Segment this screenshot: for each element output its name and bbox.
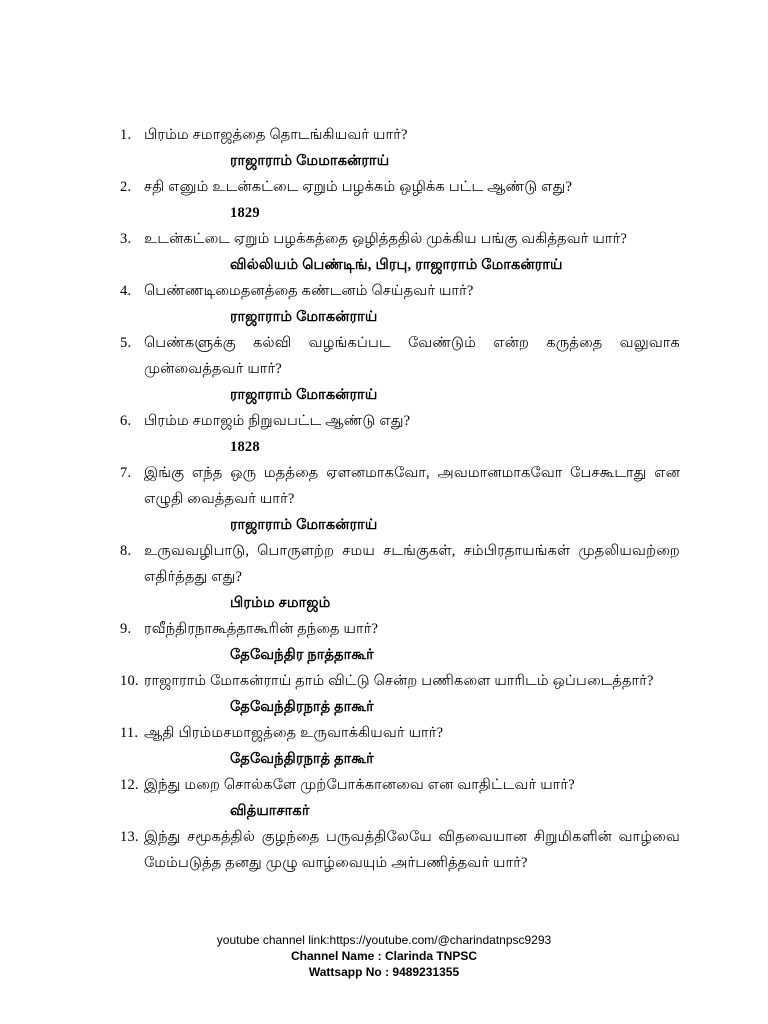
- question: [120, 408, 680, 434]
- question-text: ரவீந்திரநாகூத்தாகூரின் தந்தை யார்?: [144, 621, 379, 637]
- answer: தேவேந்திரநாத் தாகூர்: [230, 751, 374, 767]
- question-list: [120, 122, 680, 876]
- question: [120, 174, 680, 200]
- answer: தேவேந்திர நாத்தாகூர்: [230, 647, 374, 663]
- question-number: 12.: [120, 777, 139, 793]
- qa-item: [120, 720, 680, 772]
- question-number: 13.: [120, 829, 139, 845]
- question: [120, 538, 680, 590]
- question: [120, 226, 680, 252]
- question-text: பெண்ணடிமைதனத்தை கண்டனம் செய்தவர் யார்?: [144, 283, 474, 299]
- question: [120, 330, 680, 382]
- question-text: இந்து மறை சொல்களே முற்போக்கானவை என வாதிட்டவர் யார்?: [144, 777, 575, 793]
- answer: வில்லியம் பெண்டிங், பிரபு, ராஜாராம் மோகன்ராய்: [230, 257, 563, 273]
- question-number: 5.: [120, 335, 132, 351]
- qa-item: [120, 408, 680, 460]
- question-number: 7.: [120, 465, 132, 481]
- answer: 1829: [230, 205, 260, 221]
- question: [120, 720, 680, 746]
- qa-item: [120, 538, 680, 616]
- question-text: பிரம்ம சமாஜத்தை தொடங்கியவர் யார்?: [144, 127, 408, 143]
- question-text: பிரம்ம சமாஜம் நிறுவபட்ட ஆண்டு எது?: [144, 413, 411, 429]
- qa-item: [120, 174, 680, 226]
- question-number: 8.: [120, 543, 132, 559]
- question-number: 6.: [120, 413, 132, 429]
- question: [120, 772, 680, 798]
- question-text: சதி எனும் உடன்கட்டை ஏறும் பழக்கம் ஒழிக்க பட்ட ஆண்டு எது?: [144, 179, 573, 195]
- qa-item: [120, 460, 680, 538]
- answer: ராஜாராம் மோகன்ராய்: [230, 517, 378, 533]
- question-number: 1.: [120, 127, 132, 143]
- question-text: இந்து சமூகத்தில் குழந்தை பருவத்திலேயே விதவையான சிறுமிகளின் வாழ்வை மேம்படுத்த தனது முழு வாழ்வையும் அர்பணித்தவர் யார்?: [144, 829, 680, 871]
- question-number: 11.: [120, 725, 139, 741]
- question: [120, 122, 680, 148]
- qa-item: [120, 772, 680, 824]
- qa-item: [120, 278, 680, 330]
- answer: 1828: [230, 439, 260, 455]
- youtube-channel-link[interactable]: youtube channel link:https://youtube.com/@charindatnpsc9293: [216, 933, 552, 947]
- question: [120, 616, 680, 642]
- question-text: பெண்களுக்கு கல்வி வழங்கப்பட வேண்டும் என்ற கருத்தை வலுவாக முன்வைத்தவர் யார்?: [144, 335, 680, 377]
- question-number: 10.: [120, 673, 139, 689]
- qa-item: [120, 226, 680, 278]
- qa-item: [120, 122, 680, 174]
- qa-item: [120, 616, 680, 668]
- question-text: உருவவழிபாடு, பொருளற்ற சமய சடங்குகள், சம்பிரதாயங்கள் முதலியவற்றை எதிர்த்தது எது?: [144, 543, 680, 585]
- answer: ராஜாராம் மேமாகன்ராய்: [230, 153, 390, 169]
- question-text: ராஜாராம் மோகன்ராய் தாம் விட்டு சென்ற பணிகளை யாரிடம் ஒப்படைத்தார்?: [144, 673, 654, 689]
- question: [120, 460, 680, 512]
- qa-item: [120, 824, 680, 876]
- whatsapp-number: Wattsapp No : 9489231355: [308, 965, 460, 979]
- qa-item: [120, 330, 680, 408]
- question: [120, 824, 680, 876]
- qa-item: [120, 668, 680, 720]
- question-number: 4.: [120, 283, 132, 299]
- question-text: இங்கு எந்த ஒரு மதத்தை ஏளனமாகவோ, அவமானமாகவோ பேசகூடாது என எழுதி வைத்தவர் யார்?: [144, 465, 680, 507]
- page-footer: [0, 932, 768, 980]
- question-number: 2.: [120, 179, 132, 195]
- answer: பிரம்ம சமாஜம்: [230, 595, 331, 611]
- answer: வித்யாசாகர்: [230, 803, 310, 819]
- answer: ராஜாராம் மோகன்ராய்: [230, 309, 378, 325]
- question-text: உடன்கட்டை ஏறும் பழக்கத்தை ஒழித்ததில் முக்கிய பங்கு வகித்தவர் யார்?: [144, 231, 628, 247]
- answer: ராஜாராம் மோகன்ராய்: [230, 387, 378, 403]
- question: [120, 668, 680, 694]
- question: [120, 278, 680, 304]
- question-number: 9.: [120, 621, 132, 637]
- question-number: 3.: [120, 231, 132, 247]
- question-text: ஆதி பிரம்மசமாஜத்தை உருவாக்கியவர் யார்?: [144, 725, 444, 741]
- answer: தேவேந்திரநாத் தாகூர்: [230, 699, 374, 715]
- channel-name: Channel Name : Clarinda TNPSC: [290, 949, 478, 963]
